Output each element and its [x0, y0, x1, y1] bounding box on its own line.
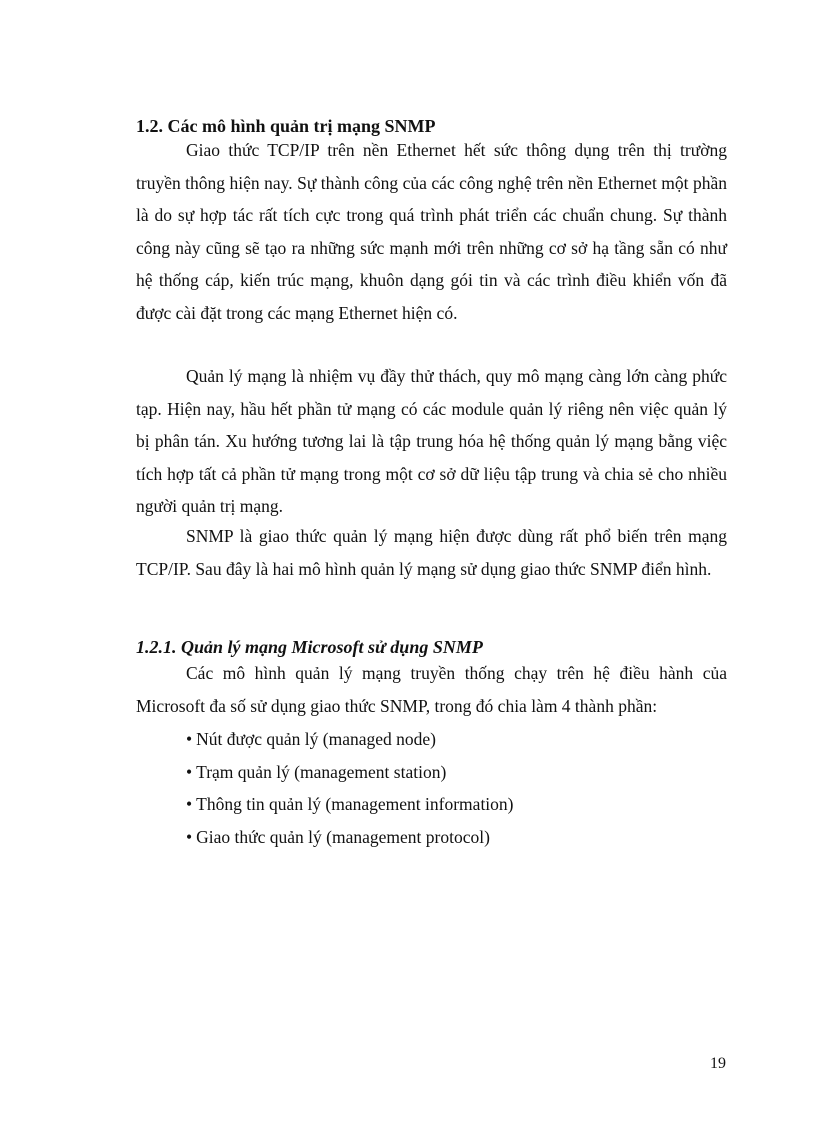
bullet-icon: •: [186, 794, 193, 815]
list-item: [186, 788, 514, 821]
bullet-icon: •: [186, 729, 193, 749]
list-item-text: Nút được quản lý (managed node): [196, 729, 436, 749]
list-item: [186, 821, 514, 854]
page-number: 19: [710, 1055, 726, 1072]
section-heading: 1.2. Các mô hình quản trị mạng SNMP: [136, 116, 436, 136]
component-list: [186, 723, 514, 853]
bullet-icon: •: [186, 826, 193, 847]
paragraph-microsoft-models: Các mô hình quản lý mạng truyền thống chạy trên hệ điều hành của Microsoft đa số sử dụng giao thức SNMP, trong đó chia làm 4 thành phần:: [136, 663, 727, 716]
list-item-text: Giao thức quản lý (management protocol): [196, 826, 490, 847]
list-item: [186, 756, 514, 789]
bullet-icon: •: [186, 761, 193, 782]
subsection-heading: 1.2.1. Quản lý mạng Microsoft sử dụng SNMP: [136, 637, 483, 657]
list-item-text: Trạm quản lý (management station): [196, 761, 447, 782]
paragraph-tcpip-ethernet: Giao thức TCP/IP trên nền Ethernet hết sức thông dụng trên thị trường truyền thông hiện nay. Sự thành công của các công nghệ trên nền Ethernet một phần là do sự hợp tác rất tích cực trong quá trình phát triển các chuẩn chung. Sự thành công này cũng sẽ tạo ra những sức mạnh mới trên những cơ sở hạ tầng sẵn có như hệ thống cáp, kiến trúc mạng, khuôn dạng gói tin và các trình điều khiển vốn đã được cài đặt trong các mạng Ethernet hiện có.: [136, 140, 727, 323]
paragraph-snmp-intro: SNMP là giao thức quản lý mạng hiện được dùng rất phổ biến trên mạng TCP/IP. Sau đây là hai mô hình quản lý mạng sử dụng giao thức SNMP điển hình.: [136, 526, 727, 579]
paragraph-network-management: Quản lý mạng là nhiệm vụ đầy thử thách, quy mô mạng càng lớn càng phức tạp. Hiện nay, hầu hết phần tử mạng có các module quản lý riêng nên việc quản lý bị phân tán. Xu hướng tương lai là tập trung hóa hệ thống quản lý mạng bằng việc tích hợp tất cả phần tử mạng trong một cơ sở dữ liệu tập trung và chia sẻ cho nhiều người quản trị mạng.: [136, 366, 727, 517]
list-item: [186, 723, 514, 756]
list-item-text: Thông tin quản lý (management information): [196, 794, 514, 815]
